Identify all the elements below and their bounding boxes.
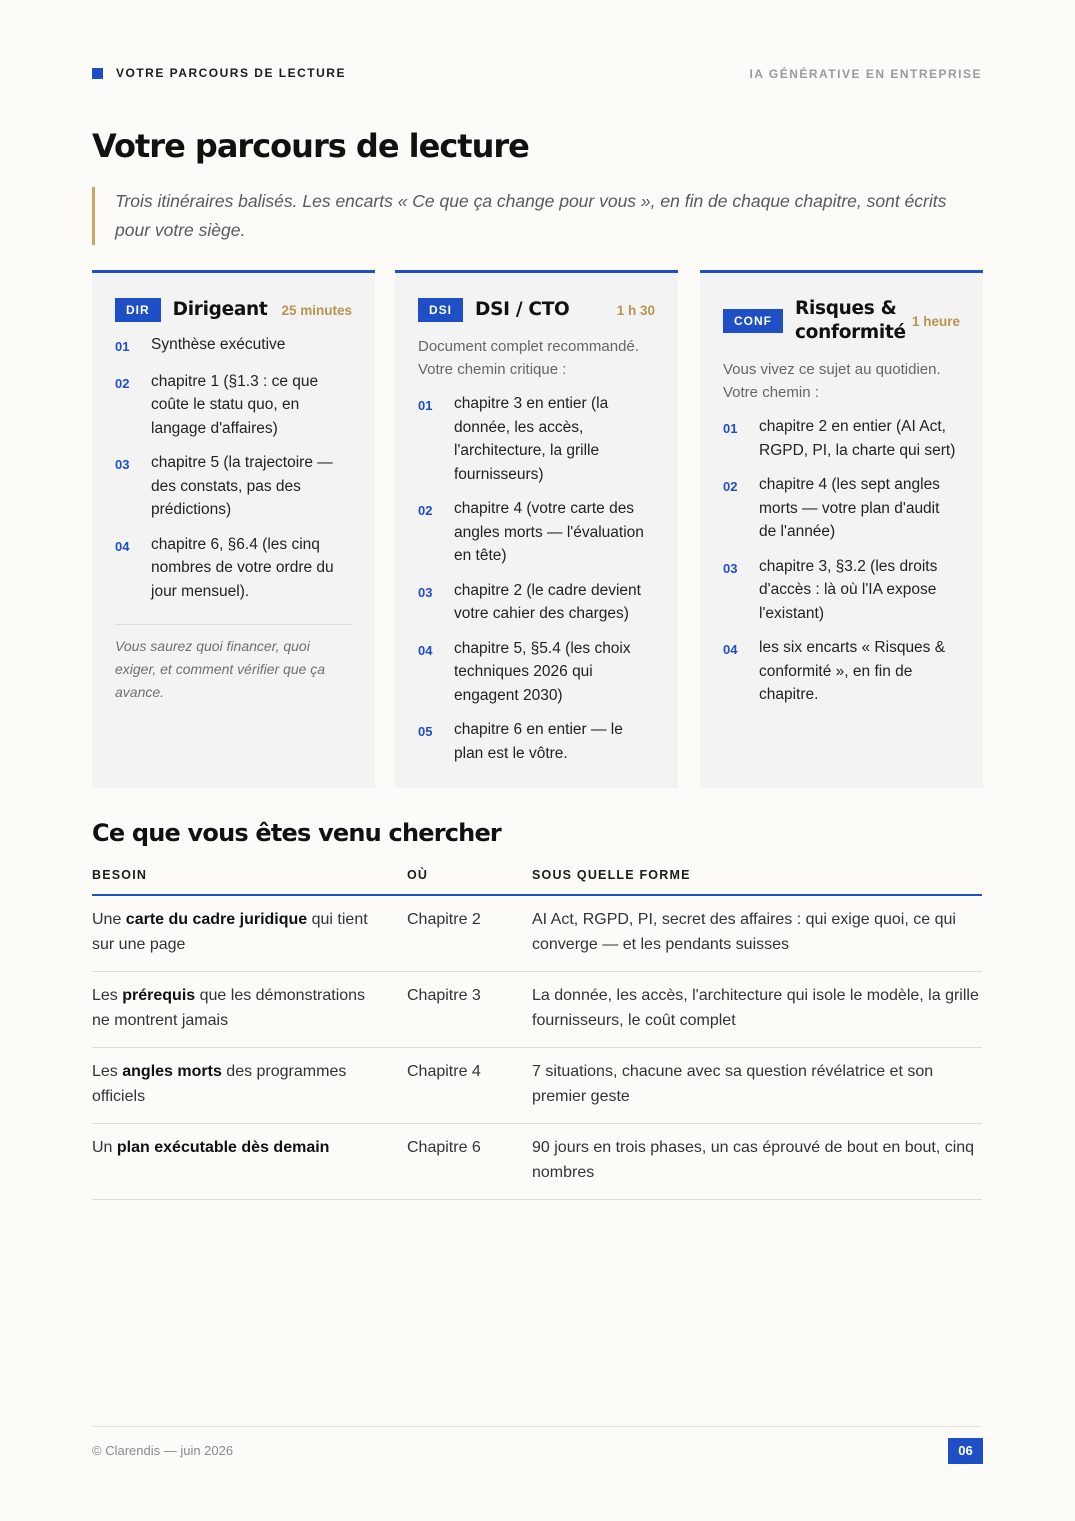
list-item bbox=[418, 497, 655, 568]
step-number: 03 bbox=[115, 457, 130, 472]
step-text: chapitre 2 (le cadre devient votre cahier des charges) bbox=[454, 581, 641, 622]
cell-need bbox=[92, 1136, 407, 1199]
needs-table bbox=[92, 866, 982, 1200]
step-text: chapitre 5, §5.4 (les choix techniques 2026 qui engagent 2030) bbox=[454, 639, 631, 704]
section-title: Ce que vous êtes venu chercher bbox=[92, 819, 501, 847]
footer-copyright: © Clarendis — juin 2026 bbox=[92, 1443, 234, 1458]
header-marker-square bbox=[92, 68, 103, 79]
list-item bbox=[418, 579, 655, 626]
step-text: chapitre 2 en entier (AI Act, RGPD, PI, la charte qui sert) bbox=[759, 418, 956, 459]
reading-path-card-dirigeant bbox=[92, 270, 375, 788]
step-number: 03 bbox=[418, 584, 433, 600]
list-item bbox=[723, 473, 960, 544]
card-title: Risques & conformité bbox=[795, 298, 906, 343]
intro-quote: Trois itinéraires balisés. Les encarts « Ce que ça change pour vous », en fin de chaque chapitre, sont écrits pour votre siège. bbox=[92, 187, 982, 245]
step-number: 02 bbox=[418, 503, 433, 518]
list-item bbox=[723, 555, 960, 626]
need-text-pre: Une bbox=[92, 911, 126, 928]
step-number: 02 bbox=[723, 479, 738, 494]
card-note: Vous saurez quoi financer, quoi exiger, et comment vérifier que ça avance. bbox=[115, 638, 326, 700]
need-text-pre: Un bbox=[92, 1139, 117, 1156]
card-tag: DSI bbox=[418, 298, 463, 322]
table-row bbox=[92, 896, 982, 972]
cell-where: Chapitre 3 bbox=[407, 987, 481, 1004]
card-title: DSI / CTO bbox=[475, 299, 570, 320]
list-item bbox=[723, 415, 960, 462]
card-lead: Vous vivez ce sujet au quotidien. Votre chemin : bbox=[723, 361, 941, 401]
card-divider bbox=[115, 624, 352, 625]
step-text: chapitre 5 (la trajectoire — des constats, pas des prédictions) bbox=[151, 454, 333, 518]
table-row bbox=[92, 1124, 982, 1200]
need-text-bold: carte du cadre juridique bbox=[125, 911, 308, 928]
card-tag: DIR bbox=[115, 298, 161, 322]
card-header bbox=[115, 298, 352, 322]
page-title: Votre parcours de lecture bbox=[92, 127, 529, 165]
step-text: chapitre 3, §3.2 (les droits d'accès : là où l'IA expose l'existant) bbox=[759, 557, 938, 622]
list-item bbox=[115, 333, 352, 359]
card-lead: Document complet recommandé. Votre chemin critique : bbox=[418, 338, 639, 378]
card-header bbox=[418, 298, 655, 322]
step-number: 04 bbox=[723, 642, 738, 657]
header-section-label: VOTRE PARCOURS DE LECTURE bbox=[116, 66, 346, 80]
card-title: Dirigeant bbox=[172, 299, 268, 320]
footer-divider bbox=[92, 1426, 982, 1427]
table-header-row bbox=[92, 866, 982, 896]
header-left bbox=[92, 66, 346, 80]
card-duration: 1 h 30 bbox=[616, 302, 655, 318]
card-duration: 1 heure bbox=[911, 313, 960, 329]
card-tag: CONF bbox=[723, 309, 783, 333]
step-number: 02 bbox=[115, 375, 130, 391]
cell-form: AI Act, RGPD, PI, secret des affaires : qui exige quoi, ce qui converge — et les pendants suisses bbox=[532, 911, 956, 953]
table-row bbox=[92, 972, 982, 1048]
need-text-post: que les démonstrations ne montrent jamais bbox=[92, 987, 366, 1029]
card-steps-list bbox=[115, 333, 352, 603]
card-steps-list bbox=[723, 415, 960, 707]
cell-need bbox=[92, 908, 407, 971]
running-header bbox=[92, 66, 982, 82]
card-duration: 25 minutes bbox=[281, 302, 352, 318]
list-item bbox=[115, 370, 352, 441]
reading-path-card-conformite bbox=[700, 270, 983, 788]
step-text: chapitre 1 (§1.3 : ce que coûte le statu quo, en langage d'affaires) bbox=[151, 372, 319, 437]
cell-where: Chapitre 6 bbox=[407, 1139, 481, 1156]
step-text: chapitre 4 (votre carte des angles morts — l'évaluation en tête) bbox=[454, 500, 644, 564]
cell-form: 7 situations, chacune avec sa question révélatrice et son premier geste bbox=[532, 1063, 934, 1105]
cell-form: La donnée, les accès, l'architecture qui isole le modèle, la grille fournisseurs, le coût complet bbox=[532, 987, 979, 1029]
step-text: chapitre 6, §6.4 (les cinq nombres de votre ordre du jour mensuel). bbox=[151, 535, 334, 600]
cell-need bbox=[92, 1060, 407, 1123]
list-item bbox=[115, 533, 352, 604]
step-number: 01 bbox=[418, 398, 433, 413]
need-text-bold: prérequis bbox=[122, 987, 196, 1004]
step-number: 01 bbox=[115, 339, 130, 354]
step-number: 01 bbox=[723, 421, 738, 436]
card-steps-list bbox=[418, 392, 655, 765]
cell-form: 90 jours en trois phases, un cas éprouvé de bout en bout, cinq nombres bbox=[532, 1139, 975, 1181]
step-text: chapitre 6 en entier — le plan est le vôtre. bbox=[454, 721, 623, 762]
step-number: 04 bbox=[418, 642, 433, 658]
list-item bbox=[418, 637, 655, 708]
step-text: Synthèse exécutive bbox=[151, 336, 286, 353]
column-header-ou: OÙ bbox=[407, 868, 429, 882]
column-header-besoin: BESOIN bbox=[92, 868, 148, 882]
need-text-pre: Les bbox=[92, 1063, 123, 1080]
step-text: les six encarts « Risques & conformité », en fin de chapitre. bbox=[759, 639, 946, 703]
step-number: 04 bbox=[115, 538, 130, 554]
step-text: chapitre 3 en entier (la donnée, les accès, l'architecture, la grille fournisseurs) bbox=[454, 395, 609, 483]
cell-where: Chapitre 2 bbox=[407, 911, 481, 928]
table-row bbox=[92, 1048, 982, 1124]
need-text-pre: Les bbox=[92, 987, 123, 1004]
need-text-post: des programmes officiels bbox=[92, 1063, 347, 1105]
step-number: 03 bbox=[723, 560, 738, 576]
card-header bbox=[723, 297, 960, 345]
need-text-bold: plan exécutable dès demain bbox=[116, 1139, 330, 1156]
list-item bbox=[115, 451, 352, 522]
reading-path-card-dsi bbox=[395, 270, 678, 788]
column-header-forme: SOUS QUELLE FORME bbox=[532, 868, 691, 882]
step-text: chapitre 4 (les sept angles morts — votre plan d'audit de l'année) bbox=[759, 476, 940, 540]
page-number-badge: 06 bbox=[948, 1438, 983, 1464]
cell-where: Chapitre 4 bbox=[407, 1063, 481, 1080]
step-number: 05 bbox=[418, 724, 433, 739]
list-item bbox=[723, 636, 960, 707]
need-text-bold: angles morts bbox=[122, 1063, 222, 1080]
list-item bbox=[418, 718, 655, 765]
list-item bbox=[418, 392, 655, 486]
need-text-post: qui tient sur une page bbox=[92, 911, 368, 953]
header-document-title: IA GÉNÉRATIVE EN ENTREPRISE bbox=[749, 67, 982, 81]
cell-need bbox=[92, 984, 407, 1047]
